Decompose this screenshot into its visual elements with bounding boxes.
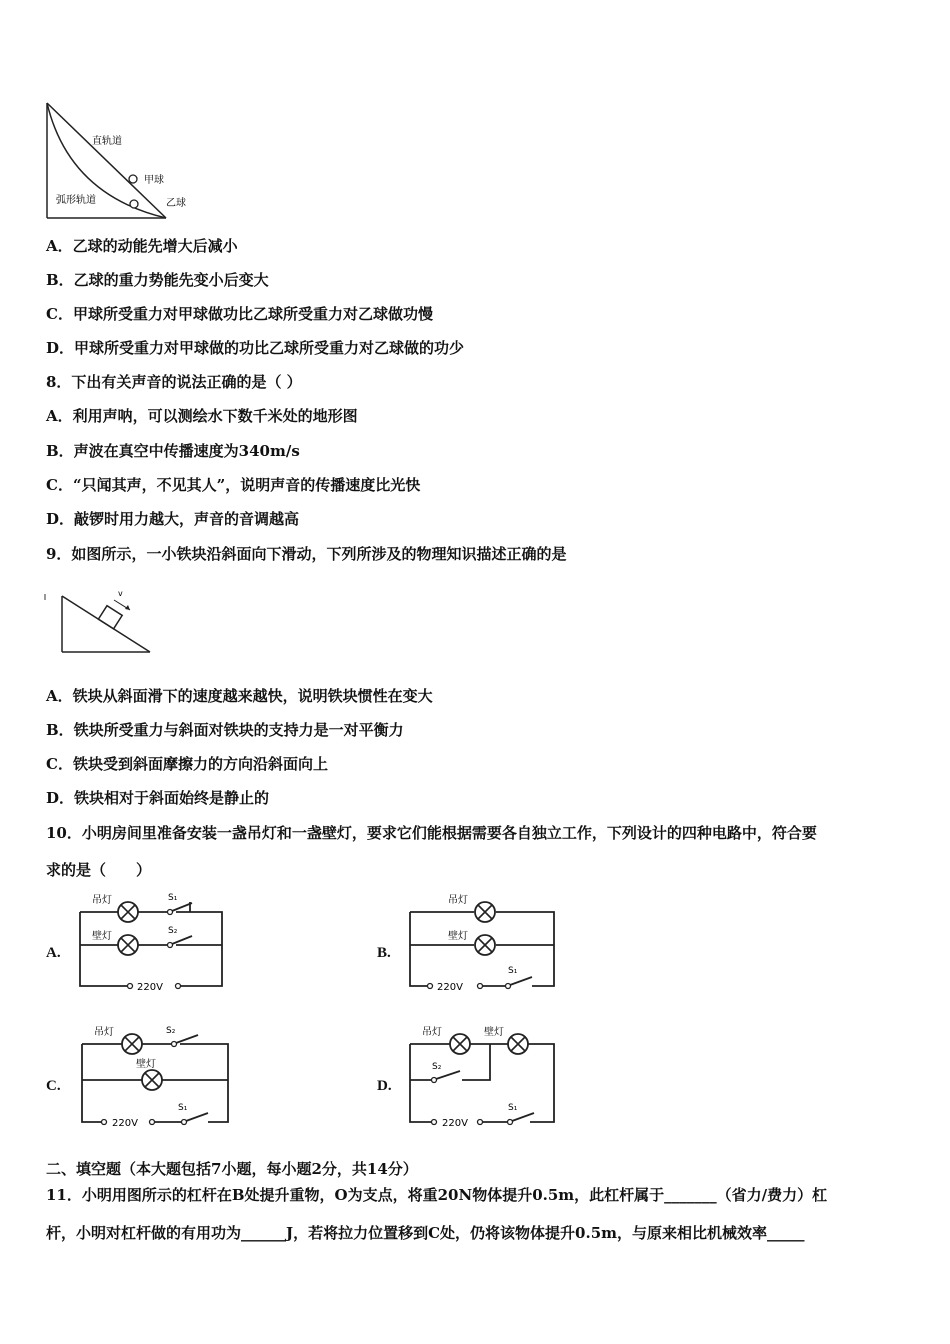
section-title: 二、填空题（本大题包括7小题，每小题2分，共14分）	[46, 1160, 418, 1178]
q8-option-b: B．声波在真空中传播速度为340m/s	[46, 442, 300, 460]
pendant-lamp-label: 吊灯	[448, 895, 468, 906]
q10-stem-line2: 求的是（ ）	[46, 861, 152, 879]
voltage-label: 220V	[112, 1118, 138, 1129]
pendant-lamp-label: 吊灯	[422, 1027, 442, 1038]
q7-option-d: D．甲球所受重力对甲球做的功比乙球所受重力对乙球做的功少	[46, 339, 465, 357]
circuit-b-label: B.	[377, 945, 391, 961]
q7-option-b: B．乙球的重力势能先变小后变大	[46, 271, 269, 289]
switch-s1-label: S₁	[508, 1103, 518, 1113]
voltage-label: 220V	[437, 982, 463, 993]
q8-option-a: A．利用声呐，可以测绘水下数千米处的地形图	[46, 407, 358, 425]
switch-s2-label: S₂	[168, 926, 178, 936]
q11-line1: 11．小明用图所示的杠杆在B处提升重物，O为支点，将重20N物体提升0.5m，此杠杆属于_______（省力/费力）杠	[46, 1186, 828, 1204]
switch-s2-label: S₂	[166, 1026, 176, 1036]
circuit-c-label: C.	[46, 1078, 61, 1094]
circuit-d-label: D.	[377, 1078, 392, 1094]
q9-stem: 9．如图所示，一小铁块沿斜面向下滑动，下列所涉及的物理知识描述正确的是	[46, 545, 567, 563]
q7-option-a: A．乙球的动能先增大后减小	[46, 237, 238, 255]
q9-option-d: D．铁块相对于斜面始终是静止的	[46, 789, 270, 807]
q9-option-a: A．铁块从斜面滑下的速度越来越快，说明铁块惯性在变大	[46, 687, 433, 705]
q9-option-c: C．铁块受到斜面摩擦力的方向沿斜面向上	[46, 755, 328, 773]
q8-option-d: D．敲锣时用力越大，声音的音调越高	[46, 510, 300, 528]
switch-s1-label: S₁	[508, 966, 518, 976]
circuit-b	[404, 888, 564, 998]
ball-b-label: 乙球	[166, 198, 186, 209]
track-figure	[44, 100, 204, 225]
pendant-lamp-label: 吊灯	[92, 895, 112, 906]
switch-s2-label: S₂	[432, 1062, 442, 1072]
ball-a-label: 甲球	[144, 175, 164, 186]
pendant-lamp-label: 吊灯	[94, 1027, 114, 1038]
incline-figure	[42, 586, 162, 658]
straight-track-label: 直轨道	[92, 136, 122, 147]
wall-lamp-label: 壁灯	[484, 1027, 504, 1038]
voltage-label: 220V	[442, 1118, 468, 1129]
velocity-label: v	[118, 589, 123, 598]
circuit-d	[404, 1020, 569, 1132]
wall-lamp-label: 壁灯	[448, 931, 468, 942]
switch-s1-label: S₁	[168, 893, 178, 903]
wall-lamp-label: 壁灯	[92, 931, 112, 942]
q11-line2: 杆，小明对杠杆做的有用功为______J，若将拉力位置移到C处，仍将该物体提升0.5m，与原来相比机械效率_____	[46, 1224, 805, 1242]
circuit-a	[72, 888, 232, 998]
q7-option-c: C．甲球所受重力对甲球做功比乙球所受重力对乙球做功慢	[46, 305, 433, 323]
q9-option-b: B．铁块所受重力与斜面对铁块的支持力是一对平衡力	[46, 721, 404, 739]
circuit-a-label: A.	[46, 945, 61, 961]
q8-option-c: C．“只闻其声，不见其人”，说明声音的传播速度比光快	[46, 476, 421, 494]
circuit-c	[72, 1020, 237, 1132]
q10-stem-line1: 10．小明房间里准备安装一盏吊灯和一盏壁灯，要求它们能根据需要各自独立工作，下列设计的四种电路中，符合要	[46, 824, 817, 842]
q8-stem: 8．下出有关声音的说法正确的是（ ）	[46, 373, 302, 391]
switch-s1-label: S₁	[178, 1103, 188, 1113]
voltage-label: 220V	[137, 982, 163, 993]
wall-lamp-label: 壁灯	[136, 1059, 156, 1070]
arc-track-label: 弧形轨道	[56, 195, 96, 206]
